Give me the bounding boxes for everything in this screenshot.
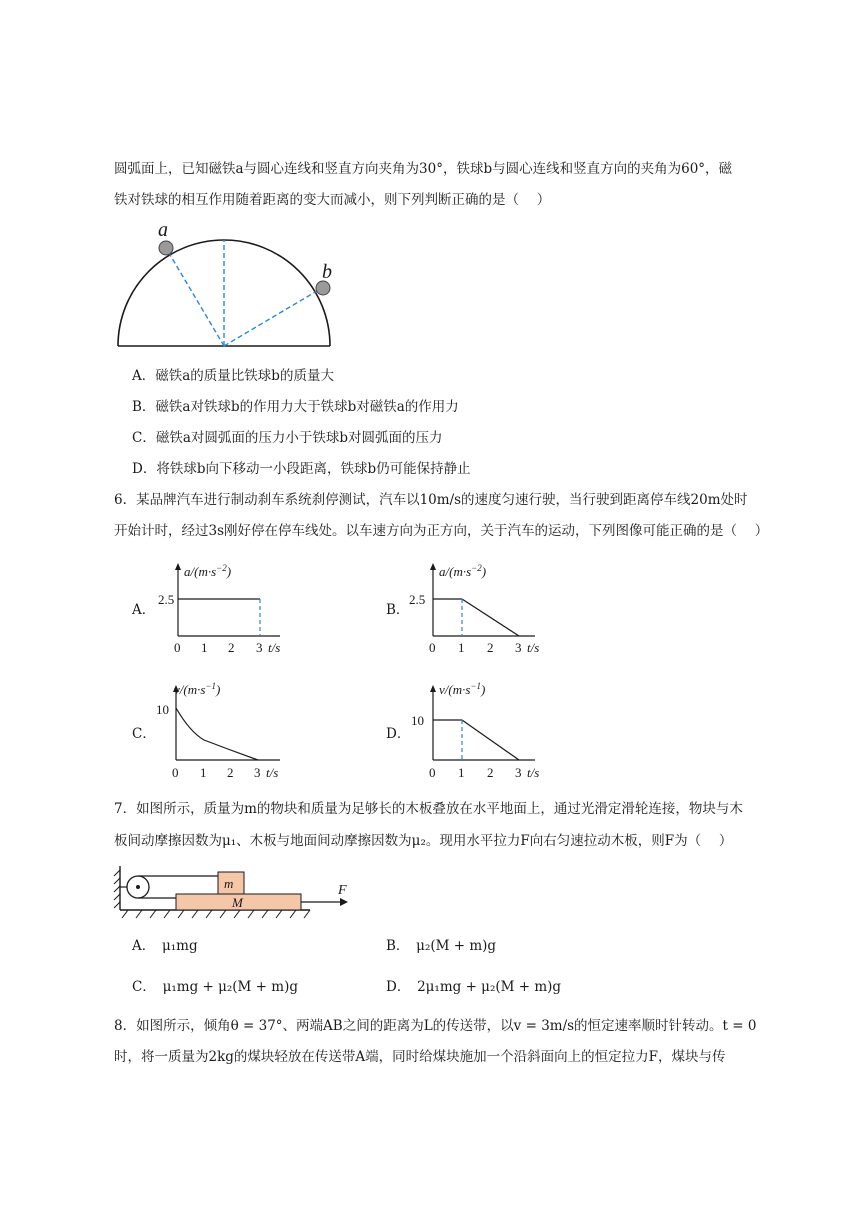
q7-option-c[interactable]: C． μ₁mg + μ₂(M + m)g bbox=[132, 979, 298, 995]
y-tick-d: 10 bbox=[411, 713, 424, 728]
q5-option-d[interactable]: D．将铁球b向下移动一小段距离，铁球b仍可能保持静止 bbox=[132, 461, 471, 477]
q5-option-a[interactable]: A．磁铁a的质量比铁球b的质量大 bbox=[132, 368, 334, 384]
q8-stem-line2: 时，将一质量为2kg的煤块轻放在传送带A端，同时给煤块施加一个沿斜面向上的恒定拉力F，煤块与传 bbox=[114, 1049, 726, 1065]
d-ramp-line bbox=[462, 720, 519, 760]
label-M: M bbox=[232, 895, 243, 910]
q7-option-d[interactable]: D． 2μ₁mg + μ₂(M + m)g bbox=[386, 979, 562, 995]
q6-graph-c[interactable] bbox=[150, 680, 290, 784]
radius-to-b bbox=[224, 288, 322, 346]
xtick-3: 3 bbox=[256, 640, 263, 655]
xtick-3: 3 bbox=[515, 640, 522, 655]
q6-graph-b[interactable] bbox=[405, 558, 555, 658]
ylabel-c-end: ) bbox=[216, 682, 221, 697]
q8-stem-line1: 8．如图所示，倾角θ = 37°、两端AB之间的距离为L的传送带，以v = 3m/s的恒定速率顺时针转动。t = 0 bbox=[114, 1018, 757, 1034]
xtick-2: 2 bbox=[227, 765, 234, 780]
ylabel-c: v/(m·s bbox=[174, 682, 206, 697]
q6-option-b-label[interactable]: B． bbox=[386, 602, 410, 618]
ylabel-d-end: ) bbox=[481, 682, 486, 697]
ylabel-c-exp: −1 bbox=[205, 681, 216, 691]
label-F: F bbox=[338, 883, 347, 898]
ylabel-b-exp: −2 bbox=[471, 563, 482, 573]
q7-pulley-figure bbox=[110, 860, 360, 924]
q5-option-c[interactable]: C．磁铁a对圆弧面的压力小于铁球b对圆弧面的压力 bbox=[132, 430, 443, 446]
svg-text:v/(m·s−1) bbox=[174, 681, 220, 697]
xtick-0: 0 bbox=[429, 765, 436, 780]
q6-option-c-label[interactable]: C． bbox=[132, 726, 156, 742]
q6-option-a-label[interactable]: A． bbox=[132, 602, 156, 618]
svg-text:a/(m·s−2) bbox=[439, 563, 486, 579]
xtick-0: 0 bbox=[172, 765, 179, 780]
y-tick-b: 2.5 bbox=[409, 592, 426, 607]
label-a: a bbox=[158, 220, 168, 241]
q6-graph-d[interactable] bbox=[405, 680, 555, 784]
q7-option-a[interactable]: A． μ₁mg bbox=[132, 938, 198, 954]
xtick-3: 3 bbox=[254, 765, 261, 780]
q7-stem-line1: 7．如图所示，质量为m的物块和质量为足够长的木板叠放在水平地面上，通过光滑定滑轮连接，物块与木 bbox=[114, 801, 743, 817]
b-ramp-line bbox=[462, 599, 519, 636]
iron-ball-b bbox=[316, 281, 330, 295]
label-b: b bbox=[322, 261, 332, 283]
q6-stem-line2: 开始计时，经过3s刚好停在停车线处。以车速方向为正方向，关于汽车的运动，下列图像可能正确的是（ ） bbox=[114, 523, 769, 539]
ylabel-a-exp: −2 bbox=[216, 563, 227, 573]
xtick-1: 1 bbox=[201, 640, 208, 655]
y-tick-a: 2.5 bbox=[158, 592, 175, 607]
xtick-1: 1 bbox=[458, 640, 465, 655]
xtick-0: 0 bbox=[174, 640, 181, 655]
xtick-1: 1 bbox=[200, 765, 207, 780]
magnet-a bbox=[159, 241, 173, 255]
ylabel-b-end: ) bbox=[481, 564, 487, 579]
xlabel-d: t/s bbox=[527, 765, 540, 780]
q5-stem-line1: 圆弧面上，已知磁铁a与圆心连线和竖直方向夹角为30°，铁球b与圆心连线和竖直方向的夹角为60°，磁 bbox=[114, 161, 733, 177]
xlabel-b: t/s bbox=[527, 640, 540, 655]
ylabel-b: a/(m·s bbox=[439, 564, 472, 579]
y-tick-c: 10 bbox=[156, 702, 169, 717]
q7-stem-line2: 板间动摩擦因数为μ₁、木板与地面间动摩擦因数为μ₂。现用水平拉力F向右匀速拉动木板，则F为（ ） bbox=[114, 833, 733, 849]
ylabel-a-end: ) bbox=[226, 564, 232, 579]
q5-option-b[interactable]: B．磁铁a对铁球b的作用力大于铁球b对磁铁a的作用力 bbox=[132, 399, 459, 415]
q6-stem-line1: 6．某品牌汽车进行制动刹车系统刹停测试，汽车以10m/s的速度匀速行驶，当行驶到距离停车线20m处时 bbox=[114, 492, 748, 508]
xtick-2: 2 bbox=[487, 640, 494, 655]
q5-semicircle-figure bbox=[110, 220, 350, 352]
svg-text:v/(m·s−1) bbox=[439, 681, 485, 697]
q6-graph-a[interactable] bbox=[150, 558, 290, 658]
c-curve bbox=[176, 708, 258, 760]
ylabel-a: a/(m·s bbox=[184, 564, 217, 579]
xtick-2: 2 bbox=[228, 640, 235, 655]
xlabel-a: t/s bbox=[268, 640, 281, 655]
xtick-1: 1 bbox=[458, 765, 465, 780]
xtick-2: 2 bbox=[487, 765, 494, 780]
ylabel-d-exp: −1 bbox=[470, 681, 481, 691]
q6-option-d-label[interactable]: D． bbox=[386, 726, 411, 742]
svg-text:a/(m·s−2) bbox=[184, 563, 231, 579]
ylabel-d: v/(m·s bbox=[439, 682, 471, 697]
q7-option-b[interactable]: B． μ₂(M + m)g bbox=[386, 938, 497, 954]
radius-to-a bbox=[166, 248, 224, 346]
label-m: m bbox=[224, 876, 234, 891]
q5-stem-line2: 铁对铁球的相互作用随着距离的变大而减小，则下列判断正确的是（ ） bbox=[114, 192, 551, 208]
xlabel-c: t/s bbox=[266, 765, 279, 780]
xtick-3: 3 bbox=[515, 765, 522, 780]
xtick-0: 0 bbox=[429, 640, 436, 655]
